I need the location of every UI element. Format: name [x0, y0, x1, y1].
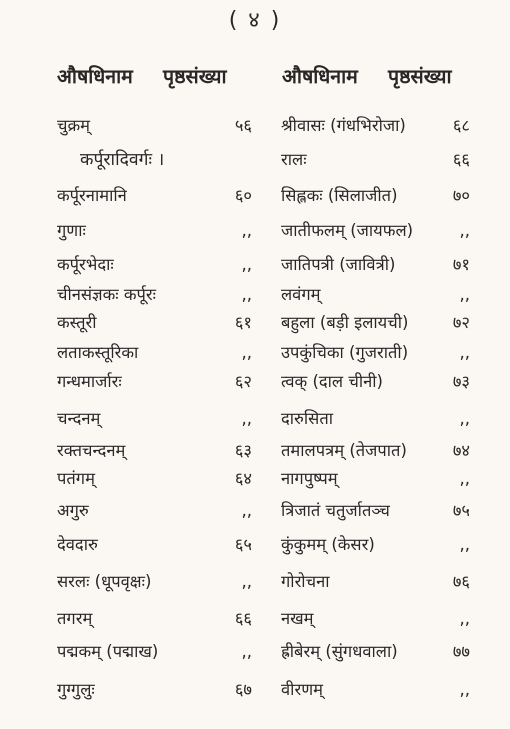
- entry-name: कर्पूरभेदाः: [57, 255, 114, 274]
- entry-page: ७७: [452, 642, 470, 661]
- entry-name: जातीफलम् (जायफल): [281, 221, 414, 240]
- entry-name: देवदारु: [57, 535, 98, 554]
- entry-name: अगुरु: [57, 501, 89, 520]
- entry-name: दारुसिता: [281, 409, 334, 428]
- table-row: [0, 436, 510, 466]
- section-heading: कर्पूरादिवर्गः ।: [80, 150, 165, 170]
- table-row: [0, 338, 510, 368]
- entry-name: गुणाः: [57, 221, 86, 240]
- header-col1-name: औषधिनाम: [57, 65, 133, 88]
- table-row: [0, 280, 510, 310]
- entry-page: ६८: [452, 116, 470, 135]
- entry-page: ७५: [452, 501, 470, 520]
- table-row: [0, 250, 510, 280]
- table-row: [0, 404, 510, 434]
- entry-page: ,,: [459, 285, 470, 304]
- table-row: [0, 308, 510, 338]
- entry-page: ,,: [459, 409, 470, 428]
- table-row: [0, 216, 510, 246]
- page-number: ( ४ ): [228, 8, 282, 33]
- entry-page: ,,: [459, 343, 470, 362]
- entry-name: चन्दनम्: [57, 409, 101, 428]
- entry-name: चीनसंज्ञकः कर्पूरः: [57, 285, 157, 304]
- entry-page: ,,: [459, 609, 470, 628]
- entry-name: लवंगम्: [281, 285, 321, 304]
- entry-name: त्रिजातं चतुर्जातञ्च: [281, 501, 390, 520]
- entry-name: रालः: [281, 150, 307, 169]
- table-row: [0, 367, 510, 397]
- entry-name: सरलः (धूपवृक्षः): [57, 572, 152, 591]
- entry-page: ७२: [452, 313, 470, 332]
- entry-name: तमालपत्रम् (तेजपात): [281, 441, 407, 460]
- entry-name: गोरोचना: [281, 572, 330, 591]
- entry-name: लताकस्तूरिका: [57, 343, 139, 362]
- entry-page: ,,: [241, 255, 252, 274]
- entry-page: ,,: [241, 501, 252, 520]
- entry-page: ६०: [234, 186, 252, 205]
- entry-name: कर्पूरनामानि: [57, 186, 127, 205]
- entry-page: ७४: [452, 441, 470, 460]
- entry-name: गन्धमार्जारः: [57, 372, 122, 391]
- entry-page: ,,: [241, 642, 252, 661]
- entry-page: ६७: [234, 680, 252, 699]
- entry-name: तगरम्: [57, 609, 93, 628]
- table-row: [0, 637, 510, 667]
- table-row: [0, 464, 510, 494]
- entry-name: रक्तचन्दनम्: [57, 441, 126, 460]
- table-row: [0, 496, 510, 526]
- entry-page: ,,: [459, 680, 470, 699]
- entry-name: जातिपत्री (जावित्री): [281, 255, 396, 274]
- entry-page: ६६: [234, 609, 252, 628]
- entry-name: वीरणम्: [281, 680, 323, 699]
- entry-page: ,,: [459, 535, 470, 554]
- entry-page: ,,: [459, 221, 470, 240]
- entry-name: ह्रीबेरम् (सुंगधवाला): [281, 642, 398, 661]
- entry-page: ७३: [452, 372, 470, 391]
- header-col2-page: पृष्ठसंख्या: [388, 65, 452, 88]
- entry-name: कुंकुमम् (केसर): [281, 535, 375, 554]
- entry-page: ७६: [452, 572, 470, 591]
- entry-page: ,,: [459, 469, 470, 488]
- entry-name: नागपुष्पम्: [281, 469, 338, 488]
- table-row: [0, 145, 510, 175]
- entry-page: ,,: [241, 285, 252, 304]
- entry-name: गुग्गुलुः: [57, 680, 95, 699]
- table-row: [0, 181, 510, 211]
- table-row: [0, 530, 510, 560]
- header-col2-name: औषधिनाम: [282, 65, 358, 88]
- entry-name: चुक्रम्: [57, 116, 91, 135]
- entry-page: ६६: [452, 150, 470, 169]
- entry-page: ,,: [241, 343, 252, 362]
- entry-page: ,,: [241, 572, 252, 591]
- header-col1-page: पृष्ठसंख्या: [163, 65, 227, 88]
- table-row: [0, 111, 510, 141]
- entry-name: पद्मकम् (पद्माख): [57, 642, 159, 661]
- entry-name: श्रीवासः (गंधभिरोजा): [281, 116, 406, 135]
- entry-page: ५६: [234, 116, 252, 135]
- table-row: [0, 567, 510, 597]
- entry-name: सिह्लकः (सिलाजीत): [281, 186, 398, 205]
- entry-page: ,,: [241, 221, 252, 240]
- entry-page: ,,: [241, 409, 252, 428]
- entry-page: ६३: [234, 441, 252, 460]
- entry-name: बहुला (बड़ी इलायची): [281, 313, 409, 332]
- table-header: [0, 62, 510, 96]
- table-row: [0, 675, 510, 705]
- entry-page: ७१: [452, 255, 470, 274]
- entry-page: ७०: [452, 186, 470, 205]
- entry-name: पतंगम्: [57, 469, 95, 488]
- entry-name: उपकुंचिका (गुजराती): [281, 343, 409, 362]
- entry-name: कस्तूरी: [57, 313, 97, 332]
- entry-page: ६१: [234, 313, 252, 332]
- entry-page: ६५: [234, 535, 252, 554]
- entry-page: ६२: [234, 372, 252, 391]
- table-row: [0, 604, 510, 634]
- entry-name: नखम्: [281, 609, 314, 628]
- entry-name: त्वक् (दाल चीनी): [281, 372, 383, 391]
- entry-page: ६४: [234, 469, 252, 488]
